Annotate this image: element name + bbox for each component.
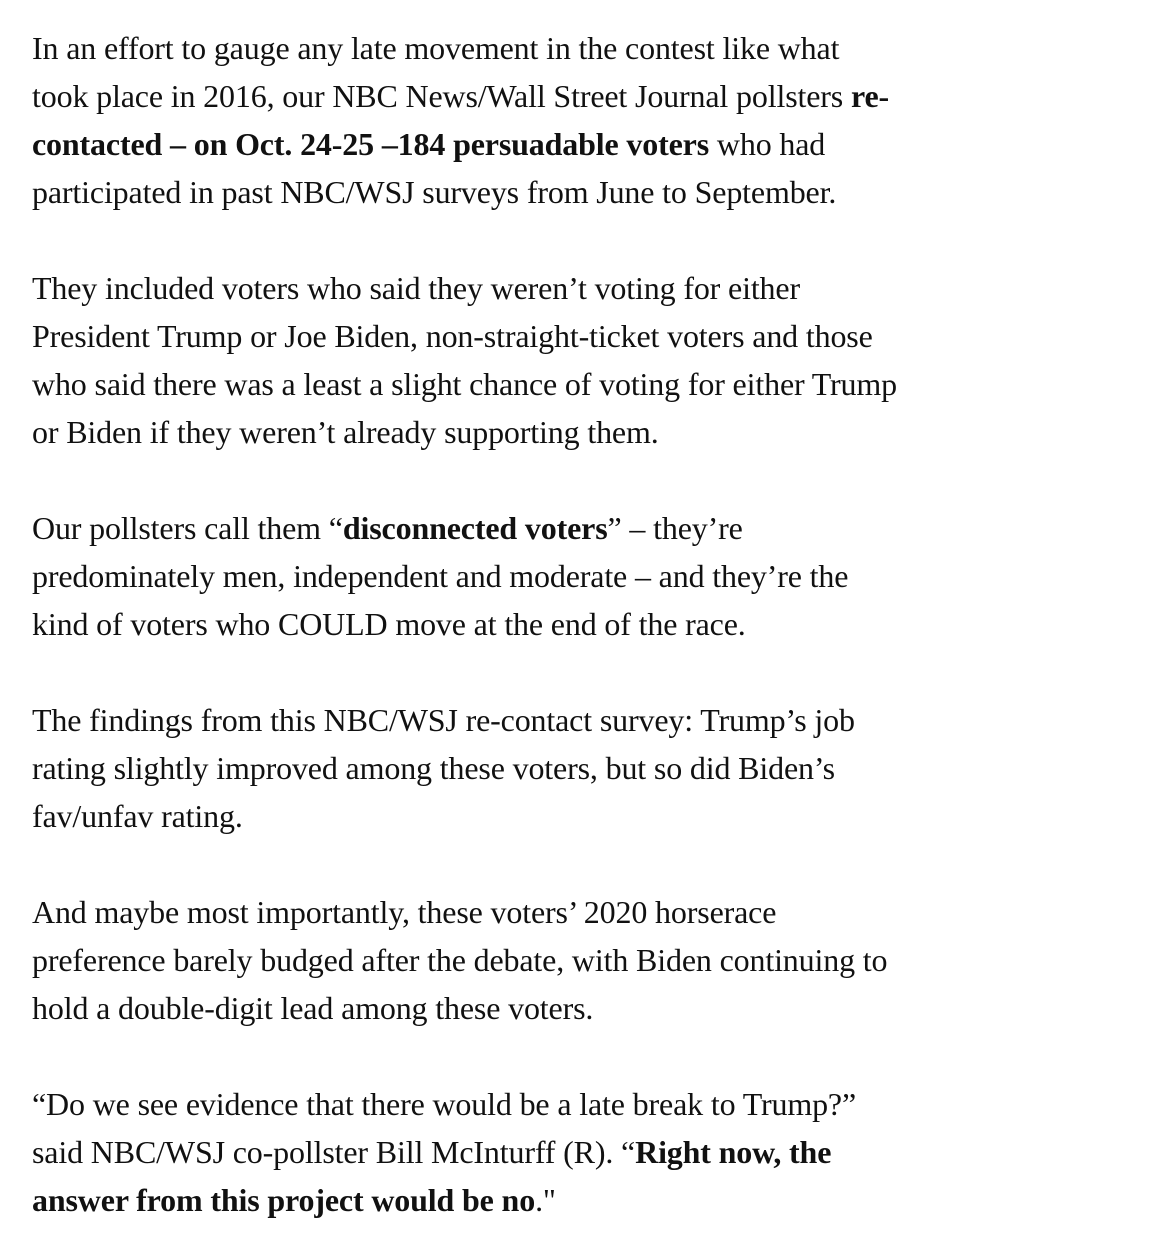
paragraph-line xyxy=(32,504,1022,552)
text: And maybe most importantly, these voters’ 2020 horserace xyxy=(32,894,777,930)
text: preference barely budged after the debate, with Biden continuing to xyxy=(32,942,888,978)
text: kind of voters who COULD move at the end of the race. xyxy=(32,606,746,642)
paragraph-line xyxy=(32,1128,1022,1176)
paragraph-line xyxy=(32,696,1022,744)
paragraph-line xyxy=(32,168,1022,216)
text: hold a double-digit lead among these voters. xyxy=(32,990,594,1026)
bold-text: disconnected voters xyxy=(342,510,608,546)
paragraph-line xyxy=(32,792,1022,840)
paragraph-line xyxy=(32,1080,1022,1128)
paragraph-2 xyxy=(32,264,1022,456)
text: took place in 2016, our NBC News/Wall Street Journal pollsters xyxy=(32,78,851,114)
text: In an effort to gauge any late movement in the contest like what xyxy=(32,30,840,66)
article-body xyxy=(32,24,1022,1224)
paragraph-line xyxy=(32,120,1022,168)
text: ” – they’re xyxy=(607,510,743,546)
paragraph-6 xyxy=(32,1080,1022,1224)
paragraph-line xyxy=(32,984,1022,1032)
text: who had xyxy=(709,126,826,162)
bold-text: re- xyxy=(850,78,890,114)
paragraph-5 xyxy=(32,888,1022,1032)
paragraph-line xyxy=(32,552,1022,600)
text: participated in past NBC/WSJ surveys from June to September. xyxy=(32,174,837,210)
paragraph-line xyxy=(32,1176,1022,1224)
text: The findings from this NBC/WSJ re-contact survey: Trump’s job xyxy=(32,702,855,738)
paragraph-line xyxy=(32,24,1022,72)
text: fav/unfav rating. xyxy=(32,798,243,834)
text: who said there was a least a slight chance of voting for either Trump xyxy=(32,366,897,402)
paragraph-line xyxy=(32,936,1022,984)
paragraph-line xyxy=(32,744,1022,792)
paragraph-line xyxy=(32,600,1022,648)
text: They included voters who said they weren’t voting for either xyxy=(32,270,800,306)
bold-text: answer from this project would be no xyxy=(32,1182,536,1218)
paragraph-1 xyxy=(32,24,1022,216)
paragraph-line xyxy=(32,312,1022,360)
paragraph-line xyxy=(32,72,1022,120)
paragraph-line xyxy=(32,408,1022,456)
paragraph-line xyxy=(32,360,1022,408)
paragraph-4 xyxy=(32,696,1022,840)
bold-text: contacted – on Oct. 24-25 –184 persuadable voters xyxy=(32,126,710,162)
text: “Do we see evidence that there would be a late break to Trump?” xyxy=(32,1086,857,1122)
paragraph-line xyxy=(32,264,1022,312)
text: ." xyxy=(535,1182,556,1218)
text: predominately men, independent and moderate – and they’re the xyxy=(32,558,849,594)
text: Our pollsters call them “ xyxy=(32,510,343,546)
text: or Biden if they weren’t already supporting them. xyxy=(32,414,659,450)
text: President Trump or Joe Biden, non-straight-ticket voters and those xyxy=(32,318,873,354)
paragraph-line xyxy=(32,888,1022,936)
text: rating slightly improved among these voters, but so did Biden’s xyxy=(32,750,835,786)
paragraph-3 xyxy=(32,504,1022,648)
text: said NBC/WSJ co-pollster Bill McInturff (R). “ xyxy=(32,1134,636,1170)
bold-text: Right now, the xyxy=(635,1134,832,1170)
